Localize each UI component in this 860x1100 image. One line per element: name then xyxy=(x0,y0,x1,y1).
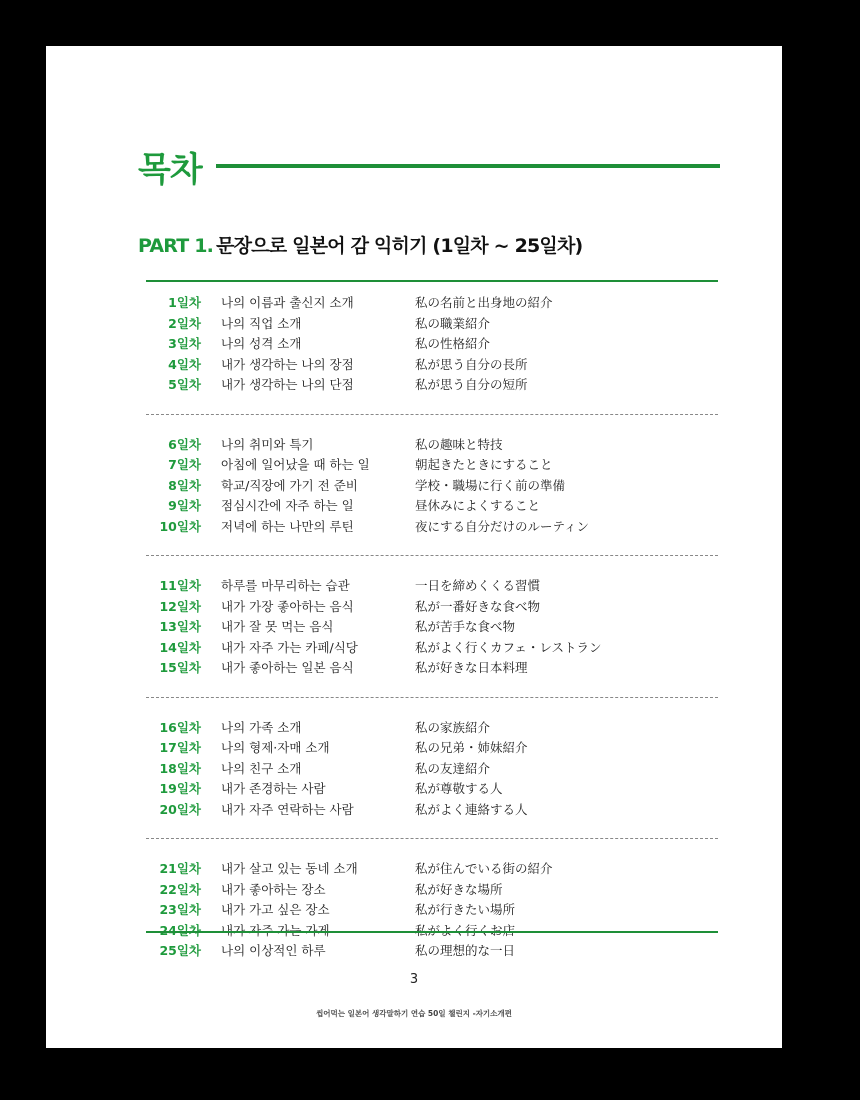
toc-korean-title: 나의 형제·자매 소개 xyxy=(221,740,330,756)
toc-day-label: 9일차 xyxy=(168,498,201,514)
toc-korean-title: 아침에 일어났을 때 하는 일 xyxy=(221,457,370,473)
toc-korean-title: 내가 생각하는 나의 장점 xyxy=(221,356,354,372)
toc-korean-title: 내가 자주 연락하는 사람 xyxy=(221,801,354,817)
toc-korean-title: 내가 자주 가는 카페/식당 xyxy=(221,639,358,655)
toc-japanese-title: 私の職業紹介 xyxy=(415,315,491,331)
toc-day-label: 22일차 xyxy=(159,881,201,897)
toc-entry[interactable] xyxy=(146,313,718,334)
toc-japanese-title xyxy=(415,921,515,939)
toc-korean-title: 나의 이름과 출신지 소개 xyxy=(221,295,354,311)
toc-group xyxy=(146,697,718,839)
toc-japanese-title: 昼休みによくすること xyxy=(415,498,541,514)
toc-day-label: 5일차 xyxy=(168,377,201,393)
toc-japanese-title: 私が行きたい場所 xyxy=(415,902,516,918)
section-top-rule xyxy=(146,280,718,282)
toc-japanese-title: 私の兄弟・姉妹紹介 xyxy=(415,740,528,756)
toc-day-label: 7일차 xyxy=(168,457,201,473)
toc-japanese-title: 私が好きな場所 xyxy=(415,881,503,897)
toc-group xyxy=(146,414,718,556)
toc-day-label: 4일차 xyxy=(168,356,201,372)
toc-entry[interactable] xyxy=(146,717,718,738)
title-row xyxy=(138,146,720,190)
toc-day-label: 8일차 xyxy=(168,477,201,493)
toc-korean-title: 저녁에 하는 나만의 루틴 xyxy=(221,518,354,534)
page-number: 3 xyxy=(409,972,419,987)
toc-entry[interactable] xyxy=(146,940,718,961)
toc-entry[interactable] xyxy=(146,495,718,516)
toc-japanese-title: 私が一番好きな食べ物 xyxy=(415,598,541,614)
toc-day-label: 21일차 xyxy=(159,861,201,877)
toc-list xyxy=(146,286,718,961)
toc-japanese-title: 私が苦手な食べ物 xyxy=(415,619,516,635)
toc-korean-title: 점심시간에 자주 하는 일 xyxy=(221,498,354,514)
toc-entry[interactable] xyxy=(146,575,718,596)
toc-japanese-title: 一日を締めくくる習慣 xyxy=(415,578,541,594)
footer-text: 씹어먹는 일본어 생각말하기 연습 50일 챌린지 -자기소개편 xyxy=(316,1009,512,1018)
toc-korean-title: 내가 살고 있는 동네 소개 xyxy=(221,861,358,877)
toc-korean-title: 내가 좋아하는 일본 음식 xyxy=(221,660,354,676)
toc-japanese-title: 私の性格紹介 xyxy=(415,336,491,352)
toc-korean-title: 내가 좋아하는 장소 xyxy=(221,881,326,897)
toc-day-label: 14일차 xyxy=(159,639,201,655)
page-title: 목차 xyxy=(138,149,202,190)
toc-entry[interactable] xyxy=(146,616,718,637)
toc-entry[interactable] xyxy=(146,354,718,375)
toc-japanese-title: 朝起きたときにすること xyxy=(415,457,553,473)
toc-korean-title: 하루를 마무리하는 습관 xyxy=(221,578,350,594)
toc-korean-title: 내가 잘 못 먹는 음식 xyxy=(221,619,334,635)
part-number: PART 1. xyxy=(138,235,214,257)
toc-japanese-title: 私の理想的な一日 xyxy=(415,943,516,959)
toc-japanese-title: 私の友達紹介 xyxy=(415,760,491,776)
toc-day-label: 23일차 xyxy=(159,902,201,918)
title-rule xyxy=(216,164,720,168)
toc-korean-title: 나의 가족 소개 xyxy=(221,719,302,735)
toc-group xyxy=(146,838,718,961)
toc-korean-title: 내가 가장 좋아하는 음식 xyxy=(221,598,354,614)
toc-japanese-title: 私が住んでいる街の紹介 xyxy=(415,861,553,877)
toc-korean-title xyxy=(221,921,415,939)
toc-korean-title: 나의 취미와 특기 xyxy=(221,436,314,452)
toc-entry[interactable] xyxy=(146,899,718,920)
toc-japanese-title: 私が思う自分の短所 xyxy=(415,377,528,393)
toc-day-label: 15일차 xyxy=(159,660,201,676)
toc-day-label: 6일차 xyxy=(168,436,201,452)
part-heading xyxy=(138,231,582,258)
toc-japanese-title: 夜にする自分だけのルーティン xyxy=(415,518,590,534)
toc-japanese-title: 学校・職場に行く前の準備 xyxy=(415,477,566,493)
toc-group xyxy=(146,555,718,697)
toc-day-label: 3일차 xyxy=(168,336,201,352)
section-bottom-rule xyxy=(146,931,718,933)
toc-korean-title: 학교/직장에 가기 전 준비 xyxy=(221,477,358,493)
toc-day-label: 12일차 xyxy=(159,598,201,614)
toc-day-label: 19일차 xyxy=(159,781,201,797)
toc-japanese-title: 私がよく連絡する人 xyxy=(415,801,528,817)
toc-day-label: 13일차 xyxy=(159,619,201,635)
toc-day-label xyxy=(146,921,201,939)
toc-japanese-title: 私が思う自分の長所 xyxy=(415,356,528,372)
toc-group xyxy=(146,286,718,414)
toc-entry[interactable] xyxy=(146,333,718,354)
toc-entry[interactable] xyxy=(146,920,718,941)
toc-entry[interactable] xyxy=(146,516,718,537)
toc-day-label: 20일차 xyxy=(159,801,201,817)
toc-japanese-title: 私が好きな日本料理 xyxy=(415,660,528,676)
toc-entry[interactable] xyxy=(146,454,718,475)
toc-entry[interactable] xyxy=(146,475,718,496)
toc-entry[interactable] xyxy=(146,879,718,900)
toc-day-label: 17일차 xyxy=(159,740,201,756)
toc-japanese-title: 私の趣味と特技 xyxy=(415,436,503,452)
toc-korean-title: 나의 직업 소개 xyxy=(221,315,302,331)
toc-japanese-title: 私の名前と出身地の紹介 xyxy=(415,295,553,311)
toc-entry[interactable] xyxy=(146,374,718,395)
toc-korean-title: 나의 친구 소개 xyxy=(221,760,302,776)
toc-entry[interactable] xyxy=(146,737,718,758)
toc-entry[interactable] xyxy=(146,758,718,779)
toc-entry[interactable] xyxy=(146,596,718,617)
toc-entry[interactable] xyxy=(146,434,718,455)
toc-entry[interactable] xyxy=(146,778,718,799)
toc-korean-title: 내가 가고 싶은 장소 xyxy=(221,902,330,918)
toc-entry[interactable] xyxy=(146,637,718,658)
toc-korean-title: 나의 이상적인 하루 xyxy=(221,943,326,959)
toc-day-label: 2일차 xyxy=(168,315,201,331)
toc-korean-title: 나의 성격 소개 xyxy=(221,336,302,352)
toc-entry[interactable] xyxy=(146,799,718,820)
toc-korean-title: 내가 존경하는 사람 xyxy=(221,781,326,797)
toc-day-label: 18일차 xyxy=(159,760,201,776)
toc-japanese-title: 私がよく行くカフェ・レストラン xyxy=(415,639,602,655)
toc-day-label: 16일차 xyxy=(159,719,201,735)
part-title: 문장으로 일본어 감 익히기 (1일차 ~ 25일차) xyxy=(216,235,583,257)
toc-japanese-title: 私の家族紹介 xyxy=(415,719,491,735)
toc-entry[interactable] xyxy=(146,657,718,678)
toc-day-label: 1일차 xyxy=(168,295,201,311)
toc-entry[interactable] xyxy=(146,292,718,313)
toc-korean-title: 내가 생각하는 나의 단점 xyxy=(221,377,354,393)
toc-entry[interactable] xyxy=(146,858,718,879)
toc-day-label: 25일차 xyxy=(159,943,201,959)
document-page xyxy=(46,46,782,1048)
toc-day-label: 10일차 xyxy=(159,518,201,534)
toc-japanese-title: 私が尊敬する人 xyxy=(415,781,503,797)
toc-day-label: 11일차 xyxy=(159,578,201,594)
